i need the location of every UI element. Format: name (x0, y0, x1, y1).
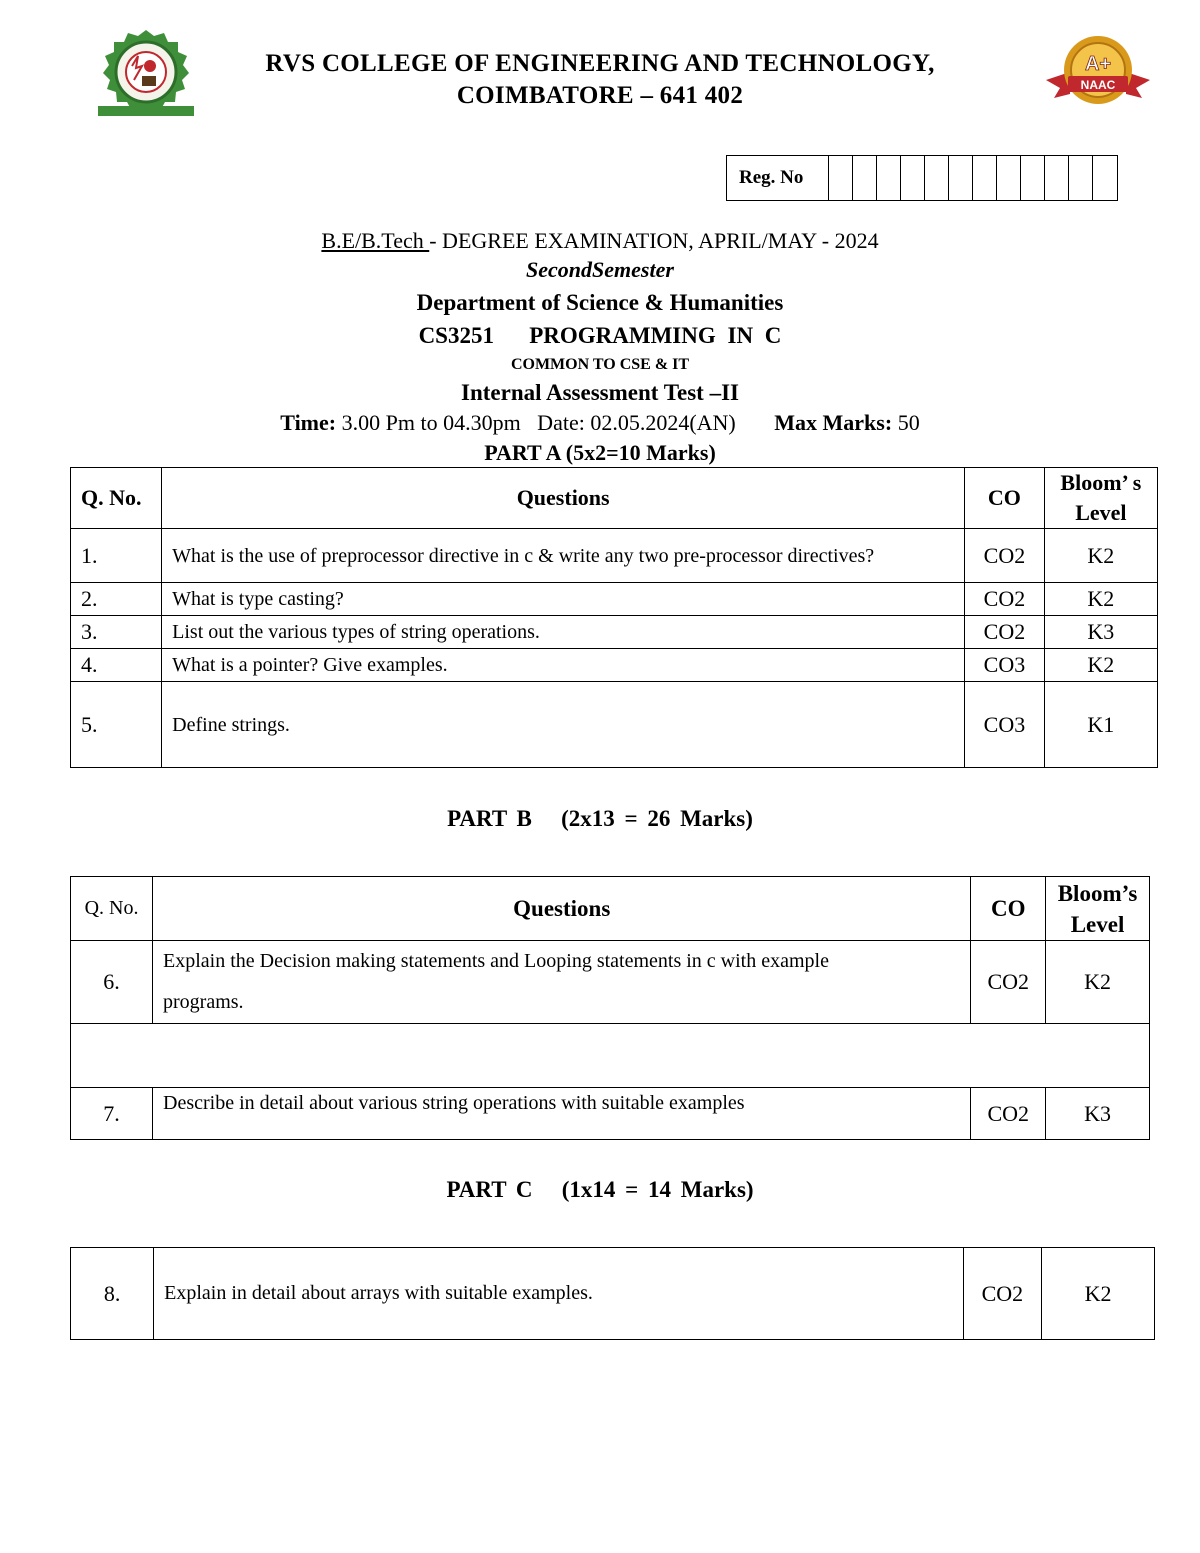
question-cell: List out the various types of string operations. (162, 616, 965, 649)
degree-label: B.E/B.Tech (321, 228, 430, 253)
part-a-table (70, 467, 1158, 768)
college-name (200, 48, 1000, 112)
qno-cell: 1. (71, 529, 162, 583)
header-level: Level (1070, 911, 1125, 937)
reg-no-digit-box (829, 156, 853, 200)
exam-name: - DEGREE EXAMINATION, APRIL/MAY - 2024 (429, 228, 879, 253)
level-cell: K2 (1042, 1248, 1155, 1340)
table-row (71, 1248, 1155, 1340)
table-row (71, 616, 1158, 649)
header-bloom-level (1044, 468, 1157, 529)
reg-no-digit-box (1069, 156, 1093, 200)
level-cell: K2 (1044, 583, 1157, 616)
part-c-title: PART C (1x14 = 14 Marks) (446, 1177, 754, 1202)
question-cell: What is the use of preprocessor directive in c & write any two pre-processor directives? (162, 529, 965, 583)
level-cell: K3 (1046, 1088, 1150, 1140)
reg-no-field (726, 155, 1118, 201)
exam-title (0, 228, 1200, 254)
reg-no-digit-box (1093, 156, 1117, 200)
college-emblem-logo (88, 26, 204, 122)
max-marks-label: Max Marks: (774, 410, 893, 435)
semester: SecondSemester (526, 257, 674, 282)
college-name-line1: RVS COLLEGE OF ENGINEERING AND TECHNOLOGY, (265, 50, 935, 77)
header-co: CO (965, 468, 1045, 529)
level-cell: K2 (1046, 941, 1150, 1024)
reg-no-label: Reg. No (727, 156, 829, 200)
header-qno: Q. No. (71, 468, 162, 529)
level-cell: K1 (1044, 682, 1157, 768)
common-to: COMMON TO CSE & IT (510, 356, 690, 373)
time-label: Time: (280, 410, 337, 435)
table-row (71, 941, 1150, 1024)
department: Department of Science & Humanities (416, 290, 784, 315)
qno-cell: 3. (71, 616, 162, 649)
question-cell: Explain the Decision making statements and Looping statements in c with example programs. (153, 941, 971, 1024)
co-cell: CO2 (971, 941, 1046, 1024)
reg-no-digit-box (997, 156, 1021, 200)
naac-badge-grade: A+ (1084, 53, 1112, 75)
co-cell: CO3 (965, 649, 1045, 682)
naac-badge-logo (1042, 32, 1154, 112)
header-questions: Questions (162, 468, 965, 529)
header-qno: Q. No. (71, 877, 153, 941)
empty-row (71, 1024, 1150, 1088)
co-cell: CO2 (965, 616, 1045, 649)
reg-no-digit-box (973, 156, 997, 200)
test-name: Internal Assessment Test –II (461, 380, 739, 405)
table-row (71, 583, 1158, 616)
part-c-table (70, 1247, 1155, 1340)
college-name-line2: COIMBATORE – 641 402 (456, 82, 744, 109)
part-a-title: PART A (5x2=10 Marks) (484, 440, 716, 465)
qno-cell: 2. (71, 583, 162, 616)
co-cell: CO2 (965, 583, 1045, 616)
reg-no-digit-box (1045, 156, 1069, 200)
reg-no-digit-box (901, 156, 925, 200)
question-cell: Explain in detail about arrays with suitable examples. (154, 1248, 963, 1340)
header-questions: Questions (153, 877, 971, 941)
question-cell: What is a pointer? Give examples. (162, 649, 965, 682)
table-row (71, 649, 1158, 682)
question-cell: Describe in detail about various string operations with suitable examples (153, 1088, 971, 1140)
table-row (71, 529, 1158, 583)
table-row (71, 682, 1158, 768)
table-row (71, 1088, 1150, 1140)
reg-no-digit-box (949, 156, 973, 200)
time-date-marks (0, 410, 1200, 436)
qno-cell: 8. (71, 1248, 154, 1340)
question-cell: What is type casting? (162, 583, 965, 616)
part-b-title: PART B (2x13 = 26 Marks) (447, 806, 753, 831)
level-cell: K2 (1044, 649, 1157, 682)
level-cell: K2 (1044, 529, 1157, 583)
reg-no-digit-box (1021, 156, 1045, 200)
header-level: Level (1075, 500, 1127, 525)
reg-no-digit-box (853, 156, 877, 200)
empty-cell (71, 1024, 1150, 1088)
qno-cell: 7. (71, 1088, 153, 1140)
reg-no-digit-box (877, 156, 901, 200)
co-cell: CO2 (963, 1248, 1042, 1340)
time-date-value: 3.00 Pm to 04.30pm Date: 02.05.2024(AN) (336, 410, 736, 435)
level-cell: K3 (1044, 616, 1157, 649)
header-bloom-level (1046, 877, 1150, 941)
reg-no-digit-box (925, 156, 949, 200)
max-marks-value: 50 (892, 410, 920, 435)
naac-badge-ribbon: NAAC (1080, 78, 1116, 92)
qno-cell: 6. (71, 941, 153, 1024)
co-cell: CO2 (965, 529, 1045, 583)
course-title: CS3251 PROGRAMMING IN C (418, 323, 782, 348)
table-header-row (71, 877, 1150, 941)
question-cell: Define strings. (162, 682, 965, 768)
part-b-table (70, 876, 1150, 1140)
header-bloom: Bloom’s (1057, 880, 1138, 906)
qno-cell: 5. (71, 682, 162, 768)
header-co: CO (971, 877, 1046, 941)
qno-cell: 4. (71, 649, 162, 682)
table-header-row (71, 468, 1158, 529)
co-cell: CO3 (965, 682, 1045, 768)
header-bloom: Bloom’ s (1060, 470, 1142, 495)
co-cell: CO2 (971, 1088, 1046, 1140)
